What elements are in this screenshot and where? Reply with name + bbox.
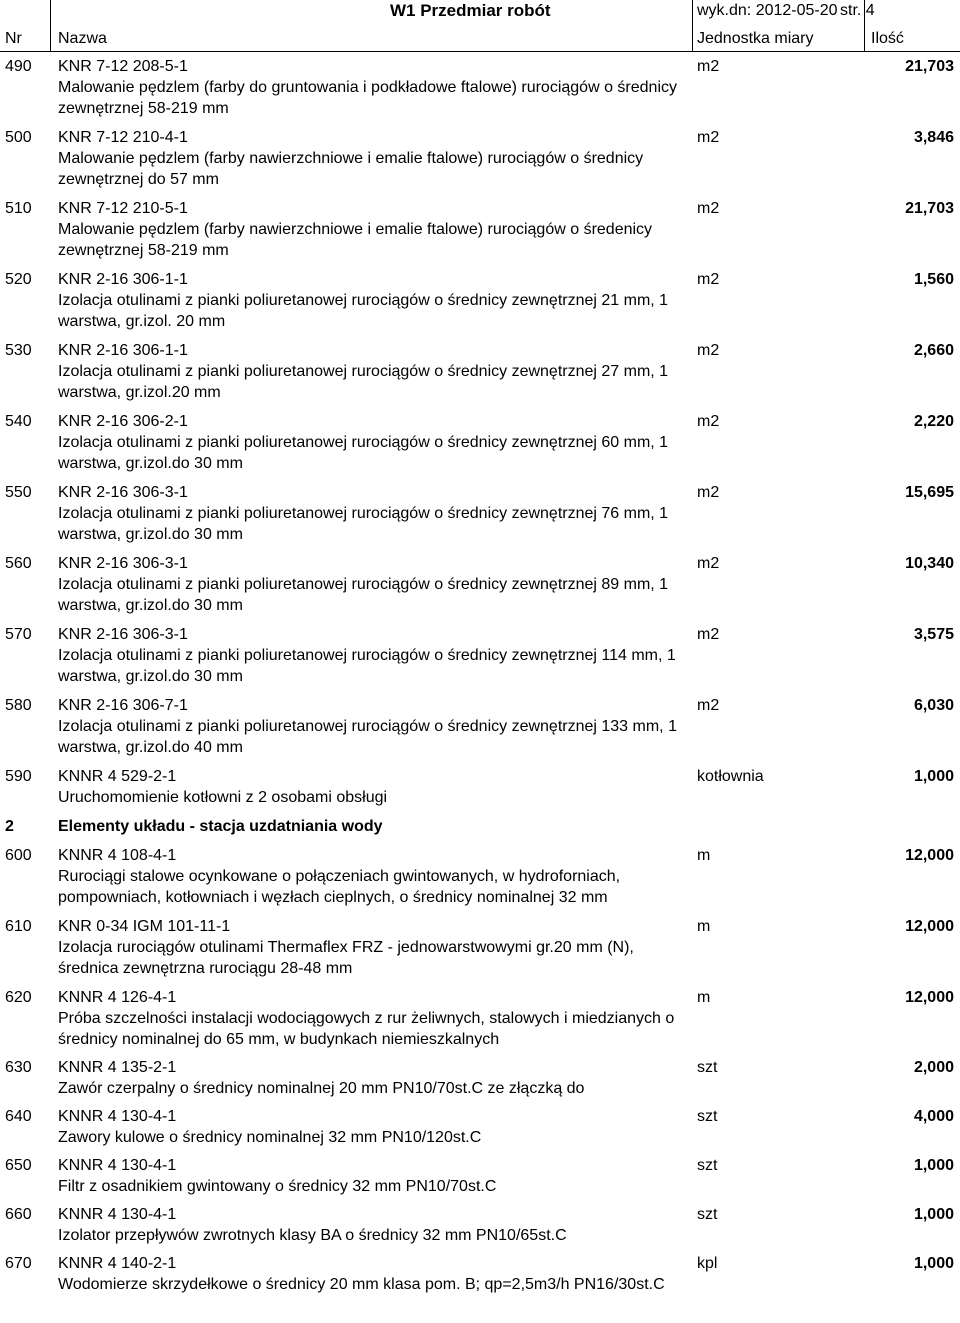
row-quantity: 12,000: [905, 918, 954, 935]
page-header: [0, 0, 960, 24]
row-description: Izolacja otulinami z pianki poliuretanowej rurociągów o średnicy zewnętrznej 114 mm, 1 warstwa, gr.izol.do 30 mm: [58, 647, 676, 685]
row-nr: 580: [5, 697, 32, 714]
row-quantity: 6,030: [913, 697, 954, 714]
row-description: Malowanie pędzlem (farby nawierzchniowe i emalie ftalowe) rurociągów o średenicy zewnętrznej 58-219 mm: [58, 221, 653, 259]
row-description: Izolacja rurociągów otulinami Thermaflex FRZ - jednowarstwowymi gr.20 mm (N), średnica zewnętrzna rurociągu 28-48 mm: [58, 939, 634, 977]
row-quantity: 15,695: [905, 484, 954, 501]
row-code: KNNR 4 130-4-1: [58, 1206, 177, 1223]
row-nr: 640: [5, 1108, 32, 1125]
row-nr: 600: [5, 847, 32, 864]
row-nr: 550: [5, 484, 32, 501]
row-unit: m: [697, 847, 711, 864]
row-description: Uruchomomienie kotłowni z 2 osobami obsługi: [58, 789, 388, 806]
row-code: KNR 2-16 306-3-1: [58, 484, 188, 501]
row-nr: 490: [5, 58, 32, 75]
row-quantity: 21,703: [905, 58, 954, 75]
row-quantity: 1,560: [913, 271, 954, 288]
column-header-name: Nazwa: [58, 30, 107, 47]
row-description: Izolacja otulinami z pianki poliuretanowej rurociągów o średnicy zewnętrznej 27 mm, 1 warstwa, gr.izol.20 mm: [58, 363, 669, 401]
row-quantity: 2,660: [913, 342, 954, 359]
row-code: KNR 2-16 306-3-1: [58, 555, 188, 572]
row-code: KNR 7-12 208-5-1: [58, 58, 188, 75]
row-quantity: 1,000: [913, 1206, 954, 1223]
row-quantity: 10,340: [905, 555, 954, 572]
row-nr: 510: [5, 200, 32, 217]
row-unit: m2: [697, 626, 720, 643]
row-code: KNR 7-12 210-5-1: [58, 200, 188, 217]
row-nr: 530: [5, 342, 32, 359]
row-code: KNR 2-16 306-3-1: [58, 626, 188, 643]
row-quantity: 1,000: [913, 1255, 954, 1272]
row-description: Rurociągi stalowe ocynkowane o połączeniach gwintowanych, w hydroforniach, pompowniach, kotłowniach i węzłach cieplnych, o średnicy nominalnej 32 mm: [58, 868, 621, 906]
column-divider: [864, 0, 865, 51]
row-unit: m2: [697, 697, 720, 714]
row-nr: 500: [5, 129, 32, 146]
row-code: KNNR 4 126-4-1: [58, 989, 177, 1006]
row-unit: m2: [697, 58, 720, 75]
column-header-row: [0, 27, 960, 52]
row-unit: szt: [697, 1206, 718, 1223]
row-quantity: 3,846: [913, 129, 954, 146]
row-unit: kotłownia: [697, 768, 764, 785]
row-unit: m2: [697, 555, 720, 572]
row-unit: m: [697, 918, 711, 935]
row-code: KNR 2-16 306-1-1: [58, 342, 188, 359]
row-description: Zawory kulowe o średnicy nominalnej 32 mm PN10/120st.C: [58, 1129, 482, 1146]
row-unit: kpl: [697, 1255, 718, 1272]
row-unit: m: [697, 989, 711, 1006]
row-description: Filtr z osadnikiem gwintowany o średnicy 32 mm PN10/70st.C: [58, 1178, 497, 1195]
row-code: KNNR 4 130-4-1: [58, 1157, 177, 1174]
row-quantity: 4,000: [913, 1108, 954, 1125]
row-unit: szt: [697, 1108, 718, 1125]
row-code: KNR 0-34 IGM 101-11-1: [58, 918, 231, 935]
column-header-nr: Nr: [5, 30, 22, 47]
column-divider: [50, 0, 51, 51]
row-unit: m2: [697, 200, 720, 217]
row-description: Próba szczelności instalacji wodociągowych z rur żeliwnych, stalowych i miedzianych o średnicy nominalnej do 65 mm, w budynkach niemieszkalnych: [58, 1010, 675, 1048]
document-date: wyk.dn: 2012-05-20: [697, 2, 838, 19]
row-code: KNNR 4 108-4-1: [58, 847, 177, 864]
row-unit: m2: [697, 413, 720, 430]
column-header-quantity: Ilość: [871, 30, 904, 47]
section-number: 2: [5, 818, 14, 835]
row-description: Zawór czerpalny o średnicy nominalnej 20 mm PN10/70st.C ze złączką do: [58, 1080, 585, 1097]
row-description: Malowanie pędzlem (farby do gruntowania i podkładowe ftalowe) rurociągów o średnicy zewnętrznej 58-219 mm: [58, 79, 677, 117]
row-code: KNR 7-12 210-4-1: [58, 129, 188, 146]
row-quantity: 1,000: [913, 1157, 954, 1174]
row-description: Wodomierze skrzydełkowe o średnicy 20 mm klasa pom. B; qp=2,5m3/h PN16/30st.C: [58, 1276, 665, 1293]
row-quantity: 12,000: [905, 989, 954, 1006]
row-quantity: 2,000: [913, 1059, 954, 1076]
row-nr: 610: [5, 918, 32, 935]
row-code: KNNR 4 130-4-1: [58, 1108, 177, 1125]
section-title: Elementy układu - stacja uzdatniania wody: [58, 818, 383, 835]
row-unit: m2: [697, 271, 720, 288]
row-unit: m2: [697, 484, 720, 501]
row-description: Izolator przepływów zwrotnych klasy BA o średnicy 32 mm PN10/65st.C: [58, 1227, 567, 1244]
row-description: Izolacja otulinami z pianki poliuretanowej rurociągów o średnicy zewnętrznej 21 mm, 1 warstwa, gr.izol. 20 mm: [58, 292, 669, 330]
row-nr: 660: [5, 1206, 32, 1223]
row-quantity: 3,575: [913, 626, 954, 643]
row-quantity: 1,000: [913, 768, 954, 785]
column-header-unit: Jednostka miary: [697, 30, 814, 47]
row-nr: 590: [5, 768, 32, 785]
row-code: KNNR 4 140-2-1: [58, 1255, 177, 1272]
row-code: KNNR 4 529-2-1: [58, 768, 177, 785]
row-nr: 650: [5, 1157, 32, 1174]
document-title: W1 Przedmiar robót: [390, 1, 551, 20]
row-unit: m2: [697, 129, 720, 146]
row-nr: 520: [5, 271, 32, 288]
column-divider: [692, 0, 693, 51]
row-unit: m2: [697, 342, 720, 359]
row-code: KNNR 4 135-2-1: [58, 1059, 177, 1076]
row-nr: 560: [5, 555, 32, 572]
row-description: Izolacja otulinami z pianki poliuretanowej rurociągów o średnicy zewnętrznej 133 mm, 1 warstwa, gr.izol.do 40 mm: [58, 718, 677, 756]
row-unit: szt: [697, 1157, 718, 1174]
row-code: KNR 2-16 306-1-1: [58, 271, 188, 288]
row-quantity: 21,703: [905, 200, 954, 217]
row-quantity: 12,000: [905, 847, 954, 864]
row-code: KNR 2-16 306-7-1: [58, 697, 188, 714]
row-description: Izolacja otulinami z pianki poliuretanowej rurociągów o średnicy zewnętrznej 76 mm, 1 warstwa, gr.izol.do 30 mm: [58, 505, 669, 543]
row-unit: szt: [697, 1059, 718, 1076]
row-nr: 540: [5, 413, 32, 430]
row-description: Izolacja otulinami z pianki poliuretanowej rurociągów o średnicy zewnętrznej 60 mm, 1 warstwa, gr.izol.do 30 mm: [58, 434, 669, 472]
row-nr: 670: [5, 1255, 32, 1272]
row-description: Izolacja otulinami z pianki poliuretanowej rurociągów o średnicy zewnętrznej 89 mm, 1 warstwa, gr.izol.do 30 mm: [58, 576, 669, 614]
row-nr: 570: [5, 626, 32, 643]
row-nr: 630: [5, 1059, 32, 1076]
row-nr: 620: [5, 989, 32, 1006]
row-code: KNR 2-16 306-2-1: [58, 413, 188, 430]
page-number: str. 4: [840, 2, 875, 19]
row-description: Malowanie pędzlem (farby nawierzchniowe i emalie ftalowe) rurociągów o średnicy zewnętrznej do 57 mm: [58, 150, 644, 188]
row-quantity: 2,220: [913, 413, 954, 430]
